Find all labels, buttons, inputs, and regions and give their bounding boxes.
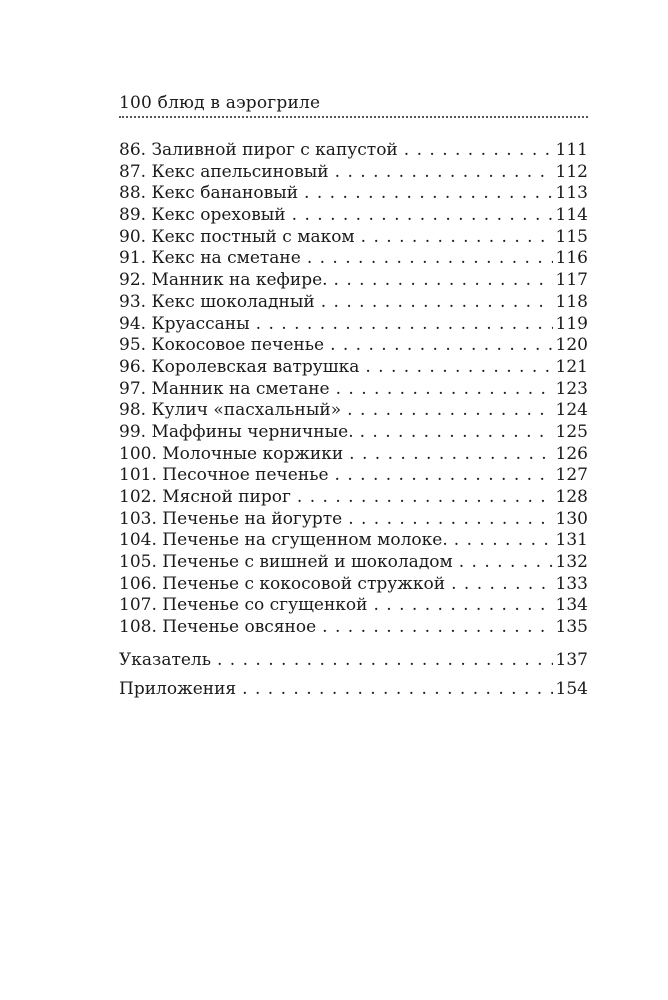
dot-leader — [321, 292, 553, 314]
toc-entry-title: 95. Кокосовое печенье — [119, 335, 325, 356]
dot-leader — [365, 357, 552, 379]
dot-leader — [335, 162, 553, 184]
toc-entry-title: Приложения — [119, 678, 237, 699]
toc-entry-page: 132 — [555, 552, 588, 573]
table-of-contents — [119, 140, 588, 701]
toc-entry — [119, 530, 588, 552]
toc-entry — [119, 162, 588, 184]
dot-leader — [335, 465, 553, 487]
toc-entry-title: 104. Печенье на сгущенном молоке. — [119, 530, 448, 551]
toc-entry — [119, 357, 588, 379]
toc-entry — [119, 444, 588, 466]
dot-leader — [347, 400, 552, 422]
dot-leader — [307, 248, 553, 270]
toc-entry-page: 124 — [555, 400, 588, 421]
dot-leader — [292, 205, 553, 227]
toc-entry-title: Указатель — [119, 649, 211, 670]
toc-entry — [119, 552, 588, 574]
toc-entry-page: 128 — [555, 487, 588, 507]
toc-entry — [119, 574, 588, 596]
toc-entry — [119, 465, 588, 487]
toc-entry-page: 117 — [555, 270, 588, 291]
toc-entry-title: 106. Печенье с кокосовой стружкой — [119, 573, 446, 594]
dot-leader — [242, 677, 552, 701]
dot-leader — [330, 335, 552, 357]
toc-entry-page: 130 — [555, 508, 588, 529]
dot-leader — [459, 552, 553, 574]
toc-entry-page: 126 — [555, 443, 588, 464]
toc-entry-page: 113 — [555, 183, 588, 204]
toc-entry-page: 135 — [555, 617, 588, 638]
toc-entry-title: 88. Кекс банановый — [119, 183, 299, 204]
toc-entry — [119, 595, 588, 617]
dot-leader — [336, 379, 553, 401]
dot-leader — [404, 140, 553, 162]
dot-leader — [360, 422, 553, 444]
toc-entry-page: 115 — [555, 226, 588, 247]
dot-leader — [451, 574, 552, 596]
toc-entry-title: 90. Кекс постный с маком — [119, 226, 355, 247]
toc-entry — [119, 248, 588, 270]
dot-leader — [373, 595, 552, 617]
toc-entry-page: 154 — [555, 678, 588, 699]
toc-entry — [119, 227, 588, 249]
toc-entry — [119, 205, 588, 227]
toc-entry-title: 99. Маффины черничные. — [119, 421, 354, 442]
toc-entry — [119, 487, 588, 509]
dot-leader — [361, 227, 553, 249]
toc-entry-title: 102. Мясной пирог — [119, 487, 291, 507]
dot-leader — [348, 509, 552, 531]
toc-entry — [119, 335, 588, 357]
toc-entry-title: 94. Круассаны — [119, 313, 250, 334]
dot-leader — [454, 530, 553, 552]
toc-entry — [119, 292, 588, 314]
toc-entry — [119, 270, 588, 292]
toc-entry-title: 92. Манник на кефире. — [119, 270, 328, 291]
dot-leader — [334, 270, 553, 292]
toc-entry-title: 91. Кекс на сметане — [119, 248, 301, 269]
toc-entry-title: 107. Печенье со сгущенкой — [119, 595, 368, 616]
toc-entry-title: 100. Молочные коржики — [119, 443, 344, 464]
toc-entry-page: 137 — [555, 649, 588, 670]
toc-entry-title: 103. Печенье на йогурте — [119, 508, 343, 529]
toc-entry-page: 121 — [555, 356, 588, 377]
toc-entry — [119, 617, 588, 639]
toc-entry-title: 93. Кекс шоколадный — [119, 291, 315, 312]
toc-entry — [119, 379, 588, 401]
dot-leader — [297, 487, 553, 509]
toc-entry-title: 86. Заливной пирог с капустой — [119, 140, 398, 160]
toc-entry-page: 131 — [555, 530, 588, 551]
toc-entry-page: 111 — [555, 140, 588, 160]
toc-entry — [119, 314, 588, 336]
toc-entry-page: 125 — [555, 421, 588, 442]
dot-leader — [349, 444, 552, 466]
toc-entry — [119, 422, 588, 444]
toc-entry-title: 98. Кулич «пасхальный» — [119, 400, 342, 421]
toc-entry-page: 127 — [555, 465, 588, 486]
toc-entry-title: 101. Песочное печенье — [119, 465, 329, 486]
dot-leader — [322, 617, 552, 639]
toc-entry-title: 89. Кекс ореховый — [119, 205, 286, 226]
toc-entry-page: 114 — [555, 205, 588, 226]
toc-entry-title: 96. Королевская ватрушка — [119, 356, 360, 377]
toc-entry-page: 120 — [555, 335, 588, 356]
toc-entry — [119, 400, 588, 422]
toc-entry-page: 116 — [555, 248, 588, 269]
toc-entry-index — [119, 648, 588, 672]
toc-entry — [119, 140, 588, 162]
toc-entry — [119, 509, 588, 531]
toc-entry-appendix — [119, 677, 588, 701]
dot-leader — [217, 648, 553, 672]
toc-entry-title: 108. Печенье овсяное — [119, 617, 317, 638]
toc-entry-page: 134 — [555, 595, 588, 616]
toc-entry-title: 97. Манник на сметане — [119, 378, 330, 399]
dot-leader — [304, 183, 553, 205]
toc-entry-page: 123 — [555, 378, 588, 399]
toc-entry-title: 87. Кекс апельсиновый — [119, 161, 329, 182]
toc-entry-page: 118 — [555, 291, 588, 312]
toc-entry-page: 112 — [555, 161, 588, 182]
toc-entry-title: 105. Печенье с вишней и шоколадом — [119, 552, 453, 573]
dot-leader — [256, 314, 553, 336]
running-head: 100 блюд в аэрогриле — [119, 92, 588, 118]
toc-entry-page: 133 — [555, 573, 588, 594]
toc-entry-page: 119 — [555, 313, 588, 334]
toc-entry — [119, 183, 588, 205]
